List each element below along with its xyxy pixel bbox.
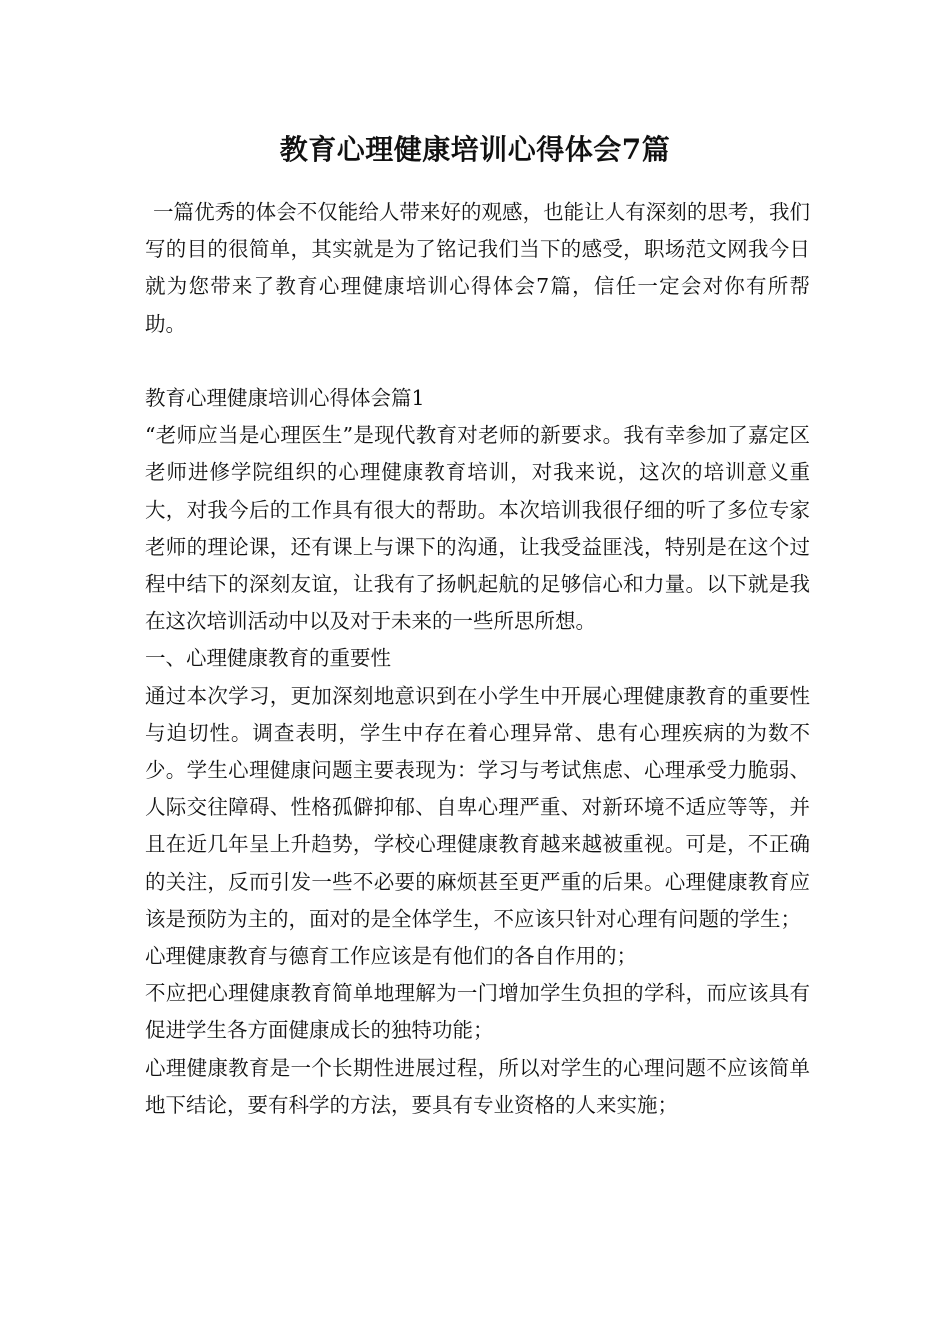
section-heading: 教育心理健康培训心得体会篇1 [145, 386, 425, 410]
body-paragraph-1: “老师应当是心理医生”是现代教育对老师的新要求。我有幸参加了嘉定区老师进修学院组织的心理健康教育培训，对我来说，这次的培训意义重大，对我今后的工作具有很大的帮助。本次培训我很仔细的听了多位专家老师的理论课，还有课上与课下的沟通，让我受益匪浅，特别是在这个过程中结下的深刻友谊，让我有了扬帆起航的足够信心和力量。以下就是我在这次培训活动中以及对于未来的一些所思所想。 [145, 423, 810, 634]
intro-paragraph: 一篇优秀的体会不仅能给人带来好的观感，也能让人有深刻的思考，我们写的目的很简单，其实就是为了铭记我们当下的感受，职场范文网我今日就为您带来了教育心理健康培训心得体会7篇，信任一定会对你有所帮助。 [145, 200, 810, 336]
body-paragraph-5: 心理健康教育是一个长期性进展过程，所以对学生的心理问题不应该简单地下结论，要有科学的方法，要具有专业资格的人来实施； [145, 1055, 810, 1117]
document-body [145, 194, 810, 1124]
body-paragraph-2: 通过本次学习，更加深刻地意识到在小学生中开展心理健康教育的重要性与迫切性。调查表明，学生中存在着心理异常、患有心理疾病的为数不少。学生心理健康问题主要表现为：学习与考试焦虑、心理承受力脆弱、人际交往障碍、性格孤僻抑郁、自卑心理严重、对新环境不适应等等，并且在近几年呈上升趋势，学校心理健康教育越来越被重视。可是，不正确的关注，反而引发一些不必要的麻烦甚至更严重的后果。心理健康教育应该是预防为主的，面对的是全体学生，不应该只针对心理有问题的学生； [145, 683, 810, 931]
document-title: 教育心理健康培训心得体会7篇 [279, 133, 671, 166]
body-paragraph-4: 不应把心理健康教育简单地理解为一门增加学生负担的学科，而应该具有促进学生各方面健康成长的独特功能； [145, 981, 810, 1043]
subsection-heading: 一、心理健康教育的重要性 [145, 646, 391, 671]
body-paragraph-3: 心理健康教育与德育工作应该是有他们的各自作用的； [145, 944, 637, 969]
paragraph-spacer [145, 343, 810, 380]
